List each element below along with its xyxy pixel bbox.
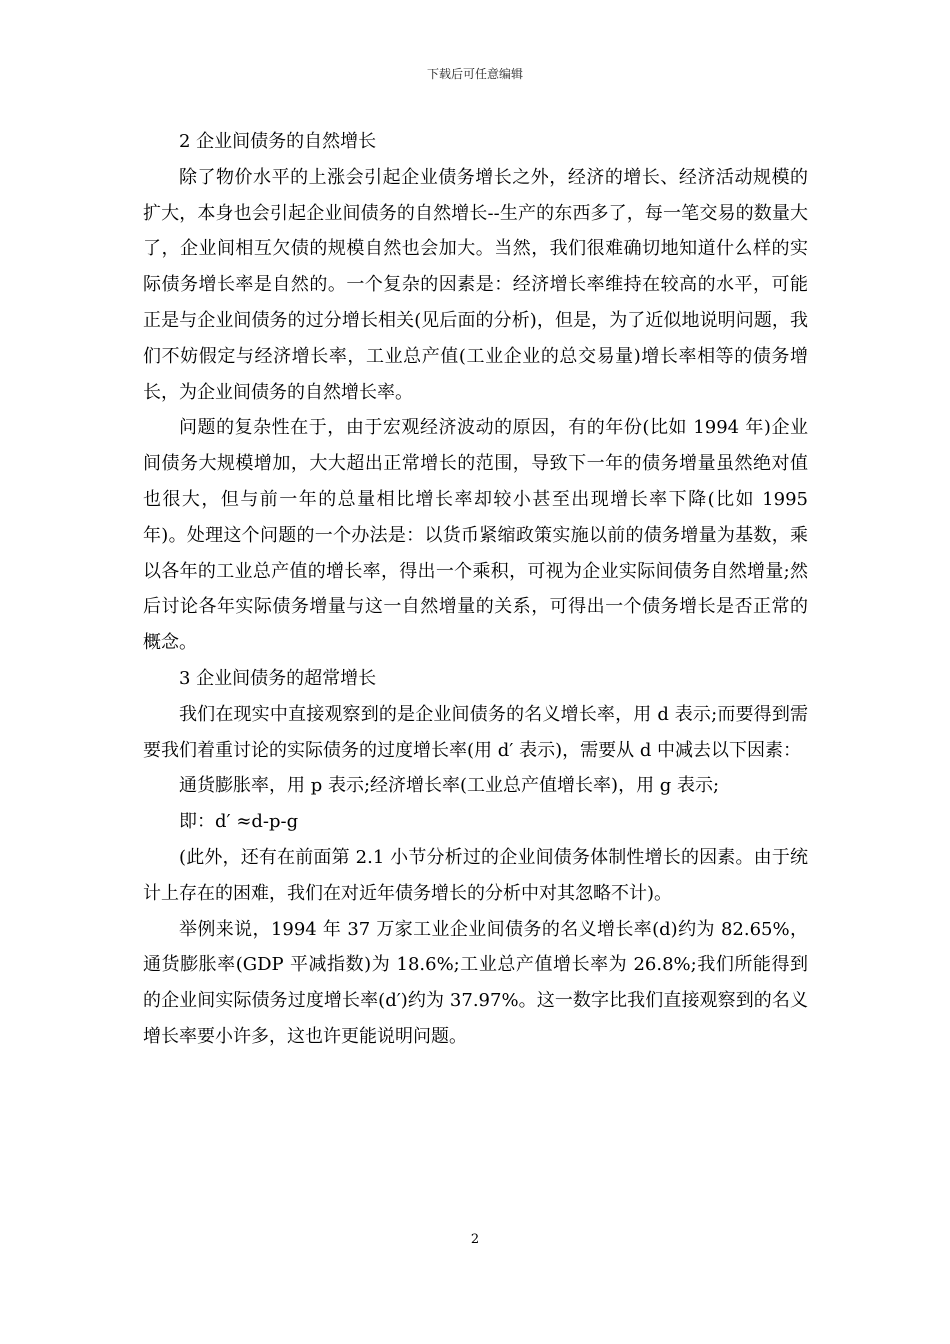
paragraph: 我们在现实中直接观察到的是企业间债务的名义增长率，用 d 表示;而要得到需要我们着重讨论的实际债务的过度增长率(用 d′ 表示)，需要从 d 中减去以下因素： <box>143 703 808 761</box>
paragraph: 除了物价水平的上涨会引起企业债务增长之外，经济的增长、经济活动规模的扩大，本身也会引起企业间债务的自然增长--生产的东西多了，每一笔交易的数量大了，企业间相互欠债的规模自然也会加大。当然，我们很难确切地知道什么样的实际债务增长率是自然的。一个复杂的因素是：经济增长率维持在较高的水平，可能正是与企业间债务的过分增长相关(见后面的分析)，但是，为了近似地说明问题，我们不妨假定与经济增长率，工业总产值(工业企业的总交易量)增长率相等的债务增长，为企业间债务的自然增长率。 <box>143 166 808 403</box>
page-number: 2 <box>470 1232 480 1247</box>
section-heading-3: 3 企业间债务的超常增长 <box>179 667 377 689</box>
page-header: 下载后可任意编辑 <box>426 67 523 81</box>
paragraph: (此外，还有在前面第 2.1 小节分析过的企业间债务体制性增长的因素。由于统计上存在的困难，我们在对近年债务增长的分析中对其忽略不计)。 <box>143 846 808 904</box>
formula-line: 即：d′ ≈d-p-g <box>179 811 299 833</box>
paragraph: 通货膨胀率，用 p 表示;经济增长率(工业总产值增长率)，用 g 表示; <box>179 775 720 797</box>
document-body <box>143 124 808 1055</box>
paragraph: 举例来说，1994 年 37 万家工业企业间债务的名义增长率(d)约为 82.65%，通货膨胀率(GDP 平减指数)为 18.6%;工业总产值增长率为 26.8%;我们所能得到的企业间实际债务过度增长率(d′)约为 37.97%。这一数字比我们直接观察到的名义增长率要小许多，这也许更能说明问题。 <box>143 918 808 1047</box>
section-heading-2: 2 企业间债务的自然增长 <box>179 131 377 152</box>
paragraph: 问题的复杂性在于，由于宏观经济波动的原因，有的年份(比如 1994 年)企业间债务大规模增加，大大超出正常增长的范围，导致下一年的债务增量虽然绝对值也很大，但与前一年的总量相比增长率却较小甚至出现增长率下降(比如 1995 年)。处理这个问题的一个办法是：以货币紧缩政策实施以前的债务增量为基数，乘以各年的工业总产值的增长率，得出一个乘积，可视为企业实际间债务自然增量;然后讨论各年实际债务增量与这一自然增量的关系，可得出一个债务增长是否正常的概念。 <box>143 417 808 654</box>
